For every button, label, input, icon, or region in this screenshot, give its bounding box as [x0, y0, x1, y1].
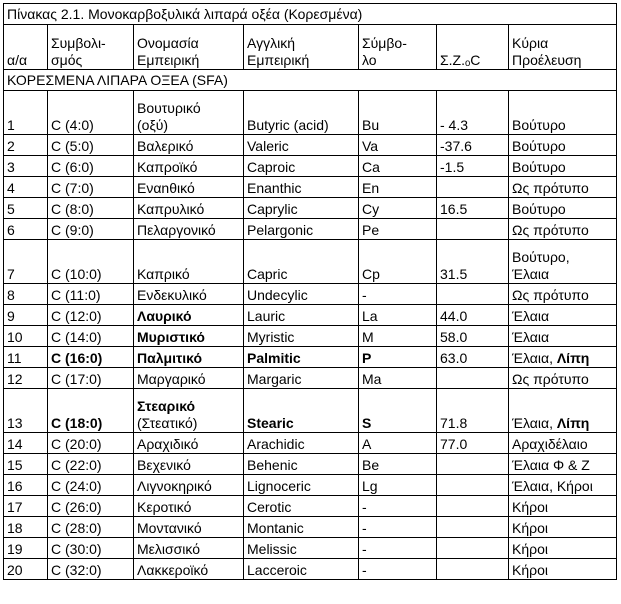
row-source: Έλαια Φ & Ζ [509, 454, 617, 475]
row-symbol: Va [359, 135, 437, 156]
table-row [4, 538, 617, 559]
row-source: Ως πρότυπο [509, 177, 617, 198]
row-number: 12 [4, 368, 48, 389]
table-row [4, 517, 617, 538]
row-english-name: Melissic [244, 538, 359, 559]
row-greek-name: Κεροτικό [134, 496, 244, 517]
row-greek-name: Μαργαρικό [134, 368, 244, 389]
row-number: 6 [4, 219, 48, 240]
table-row [4, 475, 617, 496]
row-greek-name: Εναnθικό [134, 177, 244, 198]
row-number: 2 [4, 135, 48, 156]
row-melting-point [437, 559, 509, 580]
row-notation: C (6:0) [48, 156, 134, 177]
row-source: Κήροι [509, 538, 617, 559]
row-greek-name: Βουτυρικό (οξύ) [134, 91, 244, 135]
row-symbol: - [359, 284, 437, 305]
row-number: 17 [4, 496, 48, 517]
row-greek-name: Πελαργονικό [134, 219, 244, 240]
fatty-acids-table [3, 3, 617, 580]
row-melting-point: 71.8 [437, 389, 509, 433]
row-source: Βούτυρο [509, 156, 617, 177]
row-number: 19 [4, 538, 48, 559]
row-english-name: Caprylic [244, 198, 359, 219]
row-english-name: Myristic [244, 326, 359, 347]
header-symbol: Σύμβο- λο [359, 25, 437, 70]
row-number: 10 [4, 326, 48, 347]
row-english-name: Cerotic [244, 496, 359, 517]
row-number: 20 [4, 559, 48, 580]
row-greek-name: Λαυρικό [134, 305, 244, 326]
row-source: Έλαια [509, 305, 617, 326]
row-melting-point [437, 517, 509, 538]
row-english-name: Palmitic [244, 347, 359, 368]
table-row [4, 284, 617, 305]
row-greek-name: Καπρικό [134, 240, 244, 284]
row-number: 13 [4, 389, 48, 433]
row-greek-name: Βεχενικό [134, 454, 244, 475]
table-row [4, 177, 617, 198]
row-source: Βούτυρο, Έλαια [509, 240, 617, 284]
row-melting-point [437, 284, 509, 305]
row-notation: C (4:0) [48, 91, 134, 135]
row-source: Έλαια, Κήροι [509, 475, 617, 496]
row-notation: C (28:0) [48, 517, 134, 538]
row-melting-point [437, 219, 509, 240]
row-source: Ως πρότυπο [509, 219, 617, 240]
table-row [4, 326, 617, 347]
header-melting-point: Σ.Ζ.ₒC [437, 25, 509, 70]
row-melting-point: 63.0 [437, 347, 509, 368]
row-symbol: Pe [359, 219, 437, 240]
table-row [4, 305, 617, 326]
row-number: 11 [4, 347, 48, 368]
row-english-name: Lauric [244, 305, 359, 326]
row-english-name: Margaric [244, 368, 359, 389]
row-english-name: Lacceroic [244, 559, 359, 580]
row-greek-name: Παλμιτικό [134, 347, 244, 368]
row-symbol: Be [359, 454, 437, 475]
row-symbol: S [359, 389, 437, 433]
row-number: 4 [4, 177, 48, 198]
row-melting-point [437, 538, 509, 559]
table-row [4, 240, 617, 284]
row-symbol: M [359, 326, 437, 347]
row-english-name: Lignoceric [244, 475, 359, 496]
row-notation: C (7:0) [48, 177, 134, 198]
row-notation: C (24:0) [48, 475, 134, 496]
row-number: 14 [4, 433, 48, 454]
header-greek-name: Ονομασία Εμπειρική [134, 25, 244, 70]
row-melting-point [437, 368, 509, 389]
row-greek-name: Αραχιδικό [134, 433, 244, 454]
row-notation: C (26:0) [48, 496, 134, 517]
table-row [4, 496, 617, 517]
row-greek-name: Καπρυλικό [134, 198, 244, 219]
header-english-name: Αγγλική Εμπειρική [244, 25, 359, 70]
table-row [4, 559, 617, 580]
row-source: Αραχιδέλαιο [509, 433, 617, 454]
row-greek-name: Στεαρικό (Στεατικό) [134, 389, 244, 433]
table-row [4, 347, 617, 368]
table-body [4, 91, 617, 580]
row-source: Έλαια, Λίπη [509, 347, 617, 368]
row-symbol: A [359, 433, 437, 454]
table-row [4, 433, 617, 454]
row-number: 3 [4, 156, 48, 177]
row-english-name: Pelargonic [244, 219, 359, 240]
row-english-name: Capric [244, 240, 359, 284]
row-source: Έλαια [509, 326, 617, 347]
header-symbolism: Συμβολι- σμός [48, 25, 134, 70]
row-melting-point: -37.6 [437, 135, 509, 156]
table-row [4, 135, 617, 156]
row-source: Κήροι [509, 559, 617, 580]
row-number: 8 [4, 284, 48, 305]
row-notation: C (20:0) [48, 433, 134, 454]
row-notation: C (30:0) [48, 538, 134, 559]
row-symbol: En [359, 177, 437, 198]
table-row [4, 219, 617, 240]
row-notation: C (18:0) [48, 389, 134, 433]
row-melting-point: 44.0 [437, 305, 509, 326]
row-symbol: Ma [359, 368, 437, 389]
table-row [4, 198, 617, 219]
row-greek-name: Λακκεροϊκό [134, 559, 244, 580]
row-english-name: Caproic [244, 156, 359, 177]
row-melting-point: 58.0 [437, 326, 509, 347]
row-melting-point: 77.0 [437, 433, 509, 454]
header-aa: α/α [4, 25, 48, 70]
row-symbol: Cp [359, 240, 437, 284]
row-symbol: P [359, 347, 437, 368]
row-notation: C (14:0) [48, 326, 134, 347]
header-source: Κύρια Προέλευση [509, 25, 617, 70]
row-source: Έλαια, Λίπη [509, 389, 617, 433]
row-source: Ως πρότυπο [509, 368, 617, 389]
row-english-name: Behenic [244, 454, 359, 475]
row-greek-name: Βαλερικό [134, 135, 244, 156]
row-english-name: Enanthic [244, 177, 359, 198]
table-row [4, 389, 617, 433]
row-number: 16 [4, 475, 48, 496]
row-source: Ως πρότυπο [509, 284, 617, 305]
row-melting-point [437, 475, 509, 496]
row-melting-point [437, 177, 509, 198]
row-melting-point: - 4.3 [437, 91, 509, 135]
row-symbol: - [359, 559, 437, 580]
row-melting-point [437, 454, 509, 475]
row-symbol: - [359, 538, 437, 559]
row-source: Βούτυρο [509, 91, 617, 135]
row-greek-name: Μοντανικό [134, 517, 244, 538]
row-source: Κήροι [509, 496, 617, 517]
row-notation: C (17:0) [48, 368, 134, 389]
section-title: ΚΟΡΕΣΜΕΝΑ ΛΙΠΑΡΑ ΟΞΕΑ (SFA) [4, 70, 617, 91]
row-english-name: Montanic [244, 517, 359, 538]
row-melting-point: 16.5 [437, 198, 509, 219]
row-notation: C (8:0) [48, 198, 134, 219]
row-number: 7 [4, 240, 48, 284]
row-melting-point: 31.5 [437, 240, 509, 284]
row-symbol: - [359, 517, 437, 538]
row-notation: C (22:0) [48, 454, 134, 475]
row-symbol: Bu [359, 91, 437, 135]
row-symbol: Lg [359, 475, 437, 496]
row-source: Κήροι [509, 517, 617, 538]
table-header-row [4, 25, 617, 70]
row-symbol: Ca [359, 156, 437, 177]
table-row [4, 156, 617, 177]
row-greek-name: Λιγνοκηρικό [134, 475, 244, 496]
row-notation: C (10:0) [48, 240, 134, 284]
row-notation: C (12:0) [48, 305, 134, 326]
row-symbol: La [359, 305, 437, 326]
table-caption: Πίνακας 2.1. Μονοκαρβοξυλικά λιπαρά οξέα (Κορεσμένα) [4, 4, 617, 25]
row-english-name: Butyric (acid) [244, 91, 359, 135]
row-number: 9 [4, 305, 48, 326]
row-notation: C (11:0) [48, 284, 134, 305]
table-row [4, 454, 617, 475]
row-greek-name: Μυριστικό [134, 326, 244, 347]
row-number: 1 [4, 91, 48, 135]
row-source: Βούτυρο [509, 135, 617, 156]
table-row [4, 368, 617, 389]
row-notation: C (9:0) [48, 219, 134, 240]
row-english-name: Arachidic [244, 433, 359, 454]
row-english-name: Stearic [244, 389, 359, 433]
row-number: 18 [4, 517, 48, 538]
row-symbol: - [359, 496, 437, 517]
row-notation: C (16:0) [48, 347, 134, 368]
table-row [4, 91, 617, 135]
row-english-name: Valeric [244, 135, 359, 156]
row-notation: C (32:0) [48, 559, 134, 580]
row-melting-point [437, 496, 509, 517]
row-greek-name: Μελισσικό [134, 538, 244, 559]
row-number: 5 [4, 198, 48, 219]
row-source: Βούτυρο [509, 198, 617, 219]
row-melting-point: -1.5 [437, 156, 509, 177]
row-english-name: Undecylic [244, 284, 359, 305]
row-greek-name: Ενδεκυλικό [134, 284, 244, 305]
row-number: 15 [4, 454, 48, 475]
row-symbol: Cy [359, 198, 437, 219]
row-notation: C (5:0) [48, 135, 134, 156]
row-greek-name: Καπροϊκό [134, 156, 244, 177]
